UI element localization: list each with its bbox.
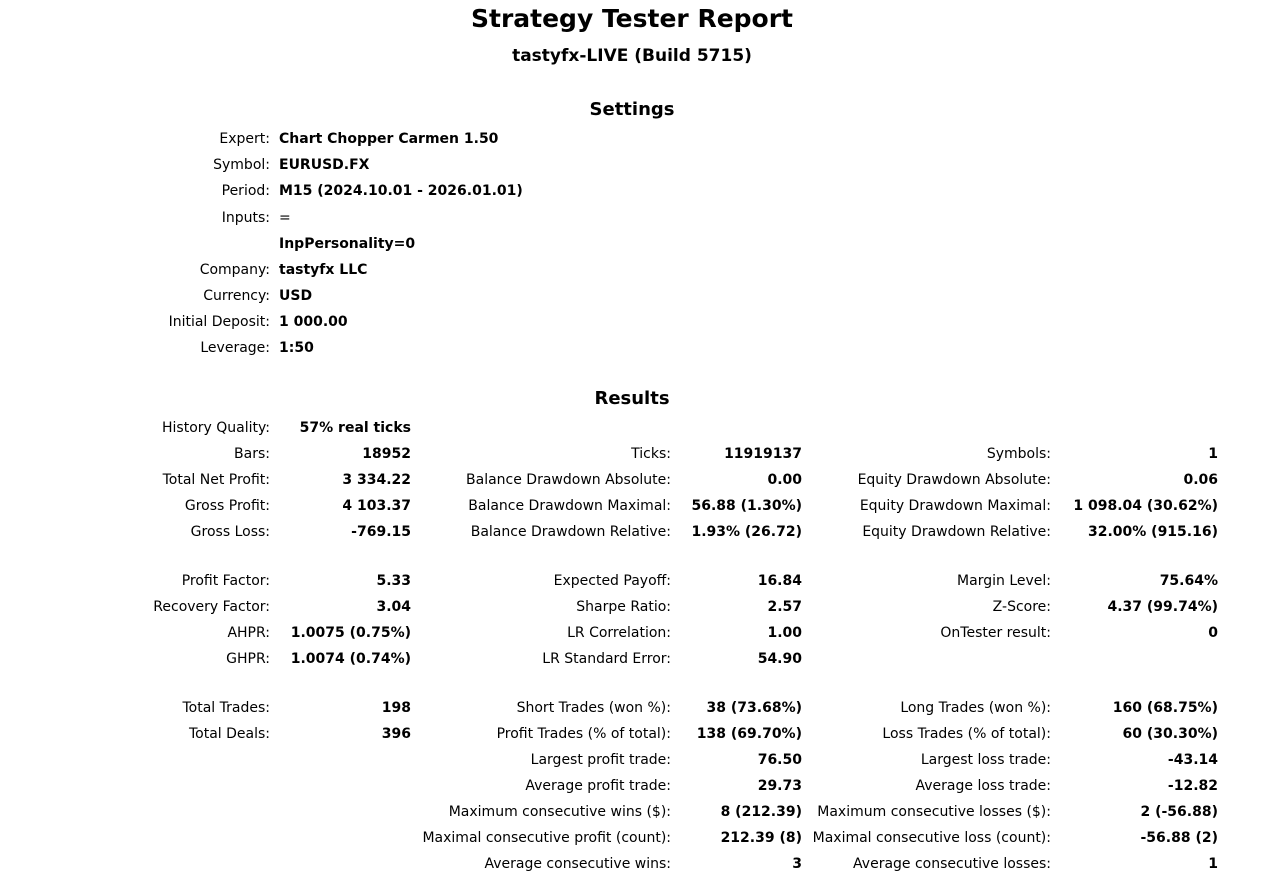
results-value: 138 (69.70%)	[696, 726, 802, 742]
settings-value: tastyfx LLC	[279, 262, 368, 278]
results-label: Balance Drawdown Absolute:	[466, 472, 671, 488]
results-value: 3	[792, 856, 802, 872]
results-value: 0	[1208, 625, 1218, 641]
results-value: -12.82	[1167, 778, 1218, 794]
results-row	[0, 623, 1264, 643]
results-value: 4 103.37	[342, 498, 411, 514]
results-label: Gross Loss:	[190, 524, 270, 540]
results-label: Recovery Factor:	[153, 599, 270, 615]
results-value: 57% real ticks	[299, 420, 411, 436]
settings-value: Chart Chopper Carmen 1.50	[279, 131, 499, 147]
results-value: 56.88 (1.30%)	[691, 498, 802, 514]
results-value: 76.50	[757, 752, 802, 768]
results-label: AHPR:	[227, 625, 270, 641]
results-row	[0, 828, 1264, 848]
results-row	[0, 649, 1264, 669]
settings-row-leverage	[0, 338, 1264, 358]
results-row	[0, 597, 1264, 617]
results-value: 3 334.22	[342, 472, 411, 488]
results-value: 396	[381, 726, 411, 742]
results-label: Maximum consecutive losses ($):	[817, 804, 1051, 820]
results-row	[0, 470, 1264, 490]
results-row	[0, 854, 1264, 874]
results-label: Average consecutive wins:	[484, 856, 671, 872]
results-value: 29.73	[757, 778, 802, 794]
results-value: 2.57	[767, 599, 802, 615]
results-value: 8 (212.39)	[720, 804, 802, 820]
results-value: 11919137	[724, 446, 802, 462]
results-label: Maximal consecutive profit (count):	[422, 830, 671, 846]
results-value: 1.00	[767, 625, 802, 641]
results-row	[0, 444, 1264, 464]
settings-label: Company:	[199, 262, 270, 278]
results-label: Equity Drawdown Relative:	[862, 524, 1051, 540]
results-value: 1.93% (26.72)	[691, 524, 802, 540]
results-label: Bars:	[234, 446, 270, 462]
results-value: 1	[1208, 856, 1218, 872]
results-value: 3.04	[376, 599, 411, 615]
results-row	[0, 750, 1264, 770]
results-label: LR Standard Error:	[542, 651, 671, 667]
settings-row-input-param	[0, 234, 1264, 254]
results-value: 1 098.04 (30.62%)	[1073, 498, 1218, 514]
results-label: Maximal consecutive loss (count):	[812, 830, 1051, 846]
results-heading: Results	[594, 388, 670, 409]
results-value: 5.33	[376, 573, 411, 589]
results-label: Margin Level:	[957, 573, 1051, 589]
settings-label: Expert:	[219, 131, 270, 147]
results-label: Loss Trades (% of total):	[882, 726, 1051, 742]
results-label: History Quality:	[162, 420, 270, 436]
settings-row-period	[0, 181, 1264, 201]
results-label: LR Correlation:	[567, 625, 671, 641]
settings-value: =	[279, 210, 291, 226]
results-row	[0, 522, 1264, 542]
results-value: 38 (73.68%)	[706, 700, 802, 716]
settings-value: 1:50	[279, 340, 314, 356]
results-value: 18952	[362, 446, 411, 462]
results-value: 212.39 (8)	[720, 830, 802, 846]
settings-label: Currency:	[203, 288, 270, 304]
results-row	[0, 802, 1264, 822]
settings-value: InpPersonality=0	[279, 236, 416, 252]
results-row	[0, 698, 1264, 718]
settings-label: Leverage:	[200, 340, 270, 356]
results-value: 0.00	[767, 472, 802, 488]
results-label: GHPR:	[226, 651, 270, 667]
results-row	[0, 571, 1264, 591]
results-label: Ticks:	[631, 446, 671, 462]
results-label: Largest loss trade:	[920, 752, 1051, 768]
results-label: OnTester result:	[940, 625, 1051, 641]
settings-value: USD	[279, 288, 313, 304]
settings-row-inputs	[0, 208, 1264, 228]
results-row-history-quality	[0, 418, 1264, 438]
results-row	[0, 724, 1264, 744]
results-value: 198	[381, 700, 411, 716]
results-label: Gross Profit:	[184, 498, 270, 514]
settings-value: 1 000.00	[279, 314, 348, 330]
results-label: Total Trades:	[182, 700, 270, 716]
results-label: Balance Drawdown Relative:	[470, 524, 671, 540]
results-label: Expected Payoff:	[553, 573, 671, 589]
results-value: 75.64%	[1159, 573, 1218, 589]
settings-row-deposit	[0, 312, 1264, 332]
results-label: Maximum consecutive wins ($):	[448, 804, 671, 820]
results-label: Equity Drawdown Absolute:	[857, 472, 1051, 488]
settings-row-symbol	[0, 155, 1264, 175]
results-value: 16.84	[757, 573, 802, 589]
results-value: 54.90	[757, 651, 802, 667]
results-value: 1	[1208, 446, 1218, 462]
settings-row-company	[0, 260, 1264, 280]
results-label: Total Net Profit:	[162, 472, 270, 488]
report-title: Strategy Tester Report	[470, 4, 794, 33]
results-label: Equity Drawdown Maximal:	[859, 498, 1051, 514]
settings-value: M15 (2024.10.01 - 2026.01.01)	[279, 183, 523, 199]
results-label: Short Trades (won %):	[516, 700, 671, 716]
results-value: -43.14	[1167, 752, 1218, 768]
results-label: Long Trades (won %):	[900, 700, 1051, 716]
settings-label: Initial Deposit:	[168, 314, 270, 330]
results-label: Average profit trade:	[525, 778, 671, 794]
results-label: Profit Factor:	[181, 573, 270, 589]
settings-heading: Settings	[589, 99, 675, 120]
settings-row-expert	[0, 129, 1264, 149]
results-value: 60 (30.30%)	[1122, 726, 1218, 742]
report-subtitle: tastyfx-LIVE (Build 5715)	[512, 46, 752, 66]
settings-label: Period:	[221, 183, 270, 199]
results-value: 160 (68.75%)	[1112, 700, 1218, 716]
results-label: Z-Score:	[992, 599, 1051, 615]
results-value: 2 (-56.88)	[1140, 804, 1218, 820]
results-value: -769.15	[351, 524, 411, 540]
settings-label: Inputs:	[221, 210, 270, 226]
results-label: Profit Trades (% of total):	[496, 726, 671, 742]
results-label: Average loss trade:	[915, 778, 1051, 794]
results-row	[0, 496, 1264, 516]
results-label: Balance Drawdown Maximal:	[468, 498, 671, 514]
results-label: Largest profit trade:	[530, 752, 671, 768]
results-label: Average consecutive losses:	[853, 856, 1051, 872]
settings-value: EURUSD.FX	[279, 157, 370, 173]
results-value: 4.37 (99.74%)	[1107, 599, 1218, 615]
results-value: 32.00% (915.16)	[1087, 524, 1218, 540]
results-row	[0, 776, 1264, 796]
results-value: 0.06	[1183, 472, 1218, 488]
results-label: Symbols:	[986, 446, 1051, 462]
settings-label: Symbol:	[213, 157, 270, 173]
results-value: 1.0074 (0.74%)	[290, 651, 411, 667]
results-value: -56.88 (2)	[1140, 830, 1218, 846]
settings-row-currency	[0, 286, 1264, 306]
results-label: Total Deals:	[188, 726, 270, 742]
results-label: Sharpe Ratio:	[576, 599, 671, 615]
results-value: 1.0075 (0.75%)	[290, 625, 411, 641]
